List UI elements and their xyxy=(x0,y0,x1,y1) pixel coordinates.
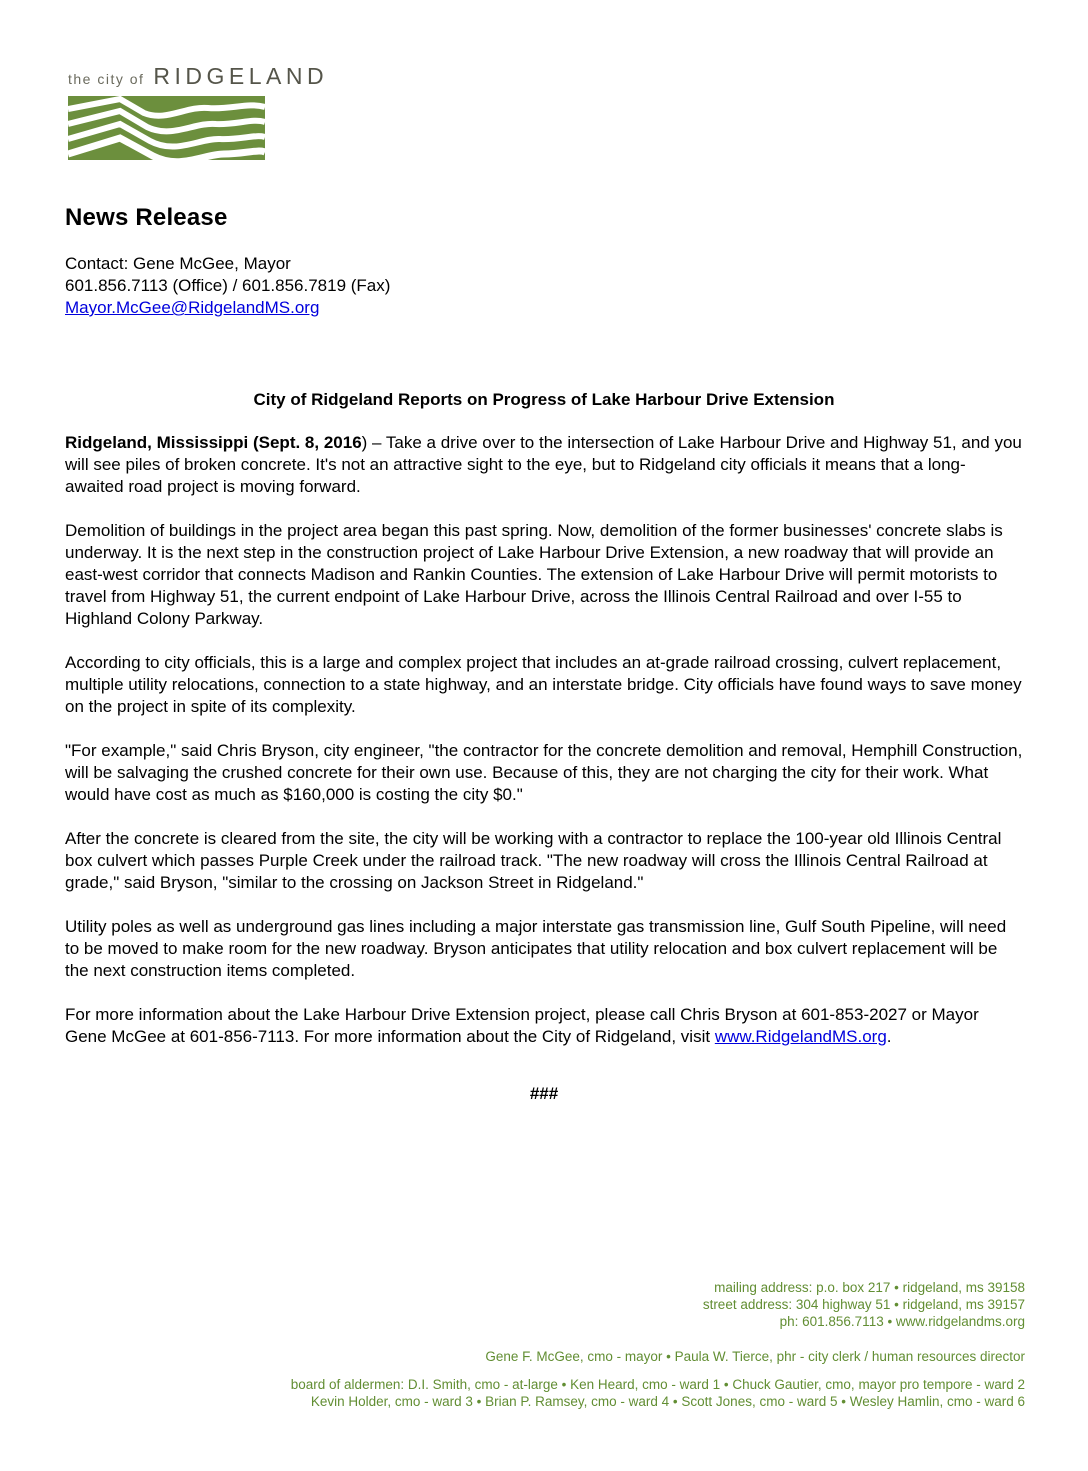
closing-paragraph xyxy=(65,1004,1023,1048)
letterhead-footer xyxy=(65,1279,1025,1410)
contact-email-link[interactable]: Mayor.McGee@RidgelandMS.org xyxy=(65,298,320,317)
body-paragraph-3: "For example," said Chris Bryson, city engineer, "the contractor for the concrete demolition and removal, Hemphill Construction, will be salvaging the crushed concrete for their own use. Because of this, they are not charging the city for their work. What would have cost as much as $160,000 is costing the city $0." xyxy=(65,741,1023,804)
waves-icon xyxy=(68,96,268,160)
logo-tagline: the city of xyxy=(68,71,145,87)
body-paragraph-1: Demolition of buildings in the project area began this past spring. Now, demolition of the former businesses' concrete slabs is underway. It is the next step in the construction project of Lake Harbour Drive Extension, a new roadway that will provide an east-west corridor that connects Madison and Rankin Counties. The extension of Lake Harbour Drive will permit motorists to travel from Highway 51, the current endpoint of Lake Harbour Drive, across the Illinois Central Railroad and over I-55 to Highland Colony Parkway. xyxy=(65,521,1003,628)
dateline-text: ) – Take a drive over to the intersection of Lake Harbour Drive and Highway 51, and you will see piles of broken concrete. It's not an attractive sight to the eye, but to Ridgeland city officials it means that a long-awaited road project is moving forward. xyxy=(65,433,1022,496)
press-release-page xyxy=(0,63,1088,1104)
footer-phone-website: ph: 601.856.7113 • www.ridgelandms.org xyxy=(779,1314,1025,1329)
contact-block xyxy=(65,253,1023,319)
closing-period: . xyxy=(886,1027,892,1046)
news-release-heading: News Release xyxy=(65,204,228,231)
contact-phone-line: 601.856.7113 (Office) / 601.856.7819 (Fax) xyxy=(65,276,391,295)
body-paragraph-4: After the concrete is cleared from the site, the city will be working with a contractor to replace the 100-year old Illinois Central box culvert which passes Purple Creek under the railroad track. "The new roadway will cross the Illinois Central Railroad at grade," said Bryson, "similar to the crossing on Jackson Street in Ridgeland." xyxy=(65,829,1002,892)
dateline-bold: Ridgeland, Mississippi (Sept. 8, 2016 xyxy=(65,433,362,452)
footer-street-address: street address: 304 highway 51 • ridgeland, ms 39157 xyxy=(702,1297,1025,1312)
footer-aldermen-block xyxy=(65,1376,1025,1410)
website-link[interactable]: www.RidgelandMS.org xyxy=(714,1027,887,1046)
city-of-ridgeland-logo xyxy=(68,63,329,160)
footer-aldermen-line-2: Kevin Holder, cmo - ward 3 • Brian P. Ramsey, cmo - ward 4 • Scott Jones, cmo - ward 5 • Wesley Hamlin, cmo - ward 6 xyxy=(310,1394,1025,1409)
dateline-paragraph xyxy=(65,432,1023,498)
body-paragraph-5: Utility poles as well as underground gas lines including a major interstate gas transmission line, Gulf South Pipeline, will need to be moved to make room for the new roadway. Bryson anticipates that utility relocation and box culvert replacement will be the next construction items completed. xyxy=(65,917,1007,980)
article-body xyxy=(65,432,1023,1048)
footer-aldermen-line-1: board of aldermen: D.I. Smith, cmo - at-large • Ken Heard, cmo - ward 1 • Chuck Gautier, cmo, mayor pro tempore - ward 2 xyxy=(290,1377,1025,1392)
contact-email-line xyxy=(65,297,1023,319)
contact-name-line: Contact: Gene McGee, Mayor xyxy=(65,254,291,273)
logo-city-name: RIDGELAND xyxy=(153,63,329,89)
logo-wordmark xyxy=(68,63,329,90)
footer-officials-line: Gene F. McGee, cmo - mayor • Paula W. Tierce, phr - city clerk / human resources director xyxy=(485,1349,1025,1364)
article-headline: City of Ridgeland Reports on Progress of Lake Harbour Drive Extension xyxy=(253,390,835,409)
body-paragraph-2: According to city officials, this is a large and complex project that includes an at-grade railroad crossing, culvert replacement, multiple utility relocations, connection to a state highway, and an interstate bridge. City officials have found ways to save money on the project in spite of its complexity. xyxy=(65,653,1022,716)
footer-mailing-address: mailing address: p.o. box 217 • ridgeland, ms 39158 xyxy=(714,1280,1025,1295)
closing-text: For more information about the Lake Harbour Drive Extension project, please call Chris Bryson at 601-853-2027 or Mayor Gene McGee at 601-856-7113. For more information about the City of Ridgeland, visit xyxy=(65,1005,979,1046)
end-of-release-mark: ### xyxy=(529,1084,559,1103)
